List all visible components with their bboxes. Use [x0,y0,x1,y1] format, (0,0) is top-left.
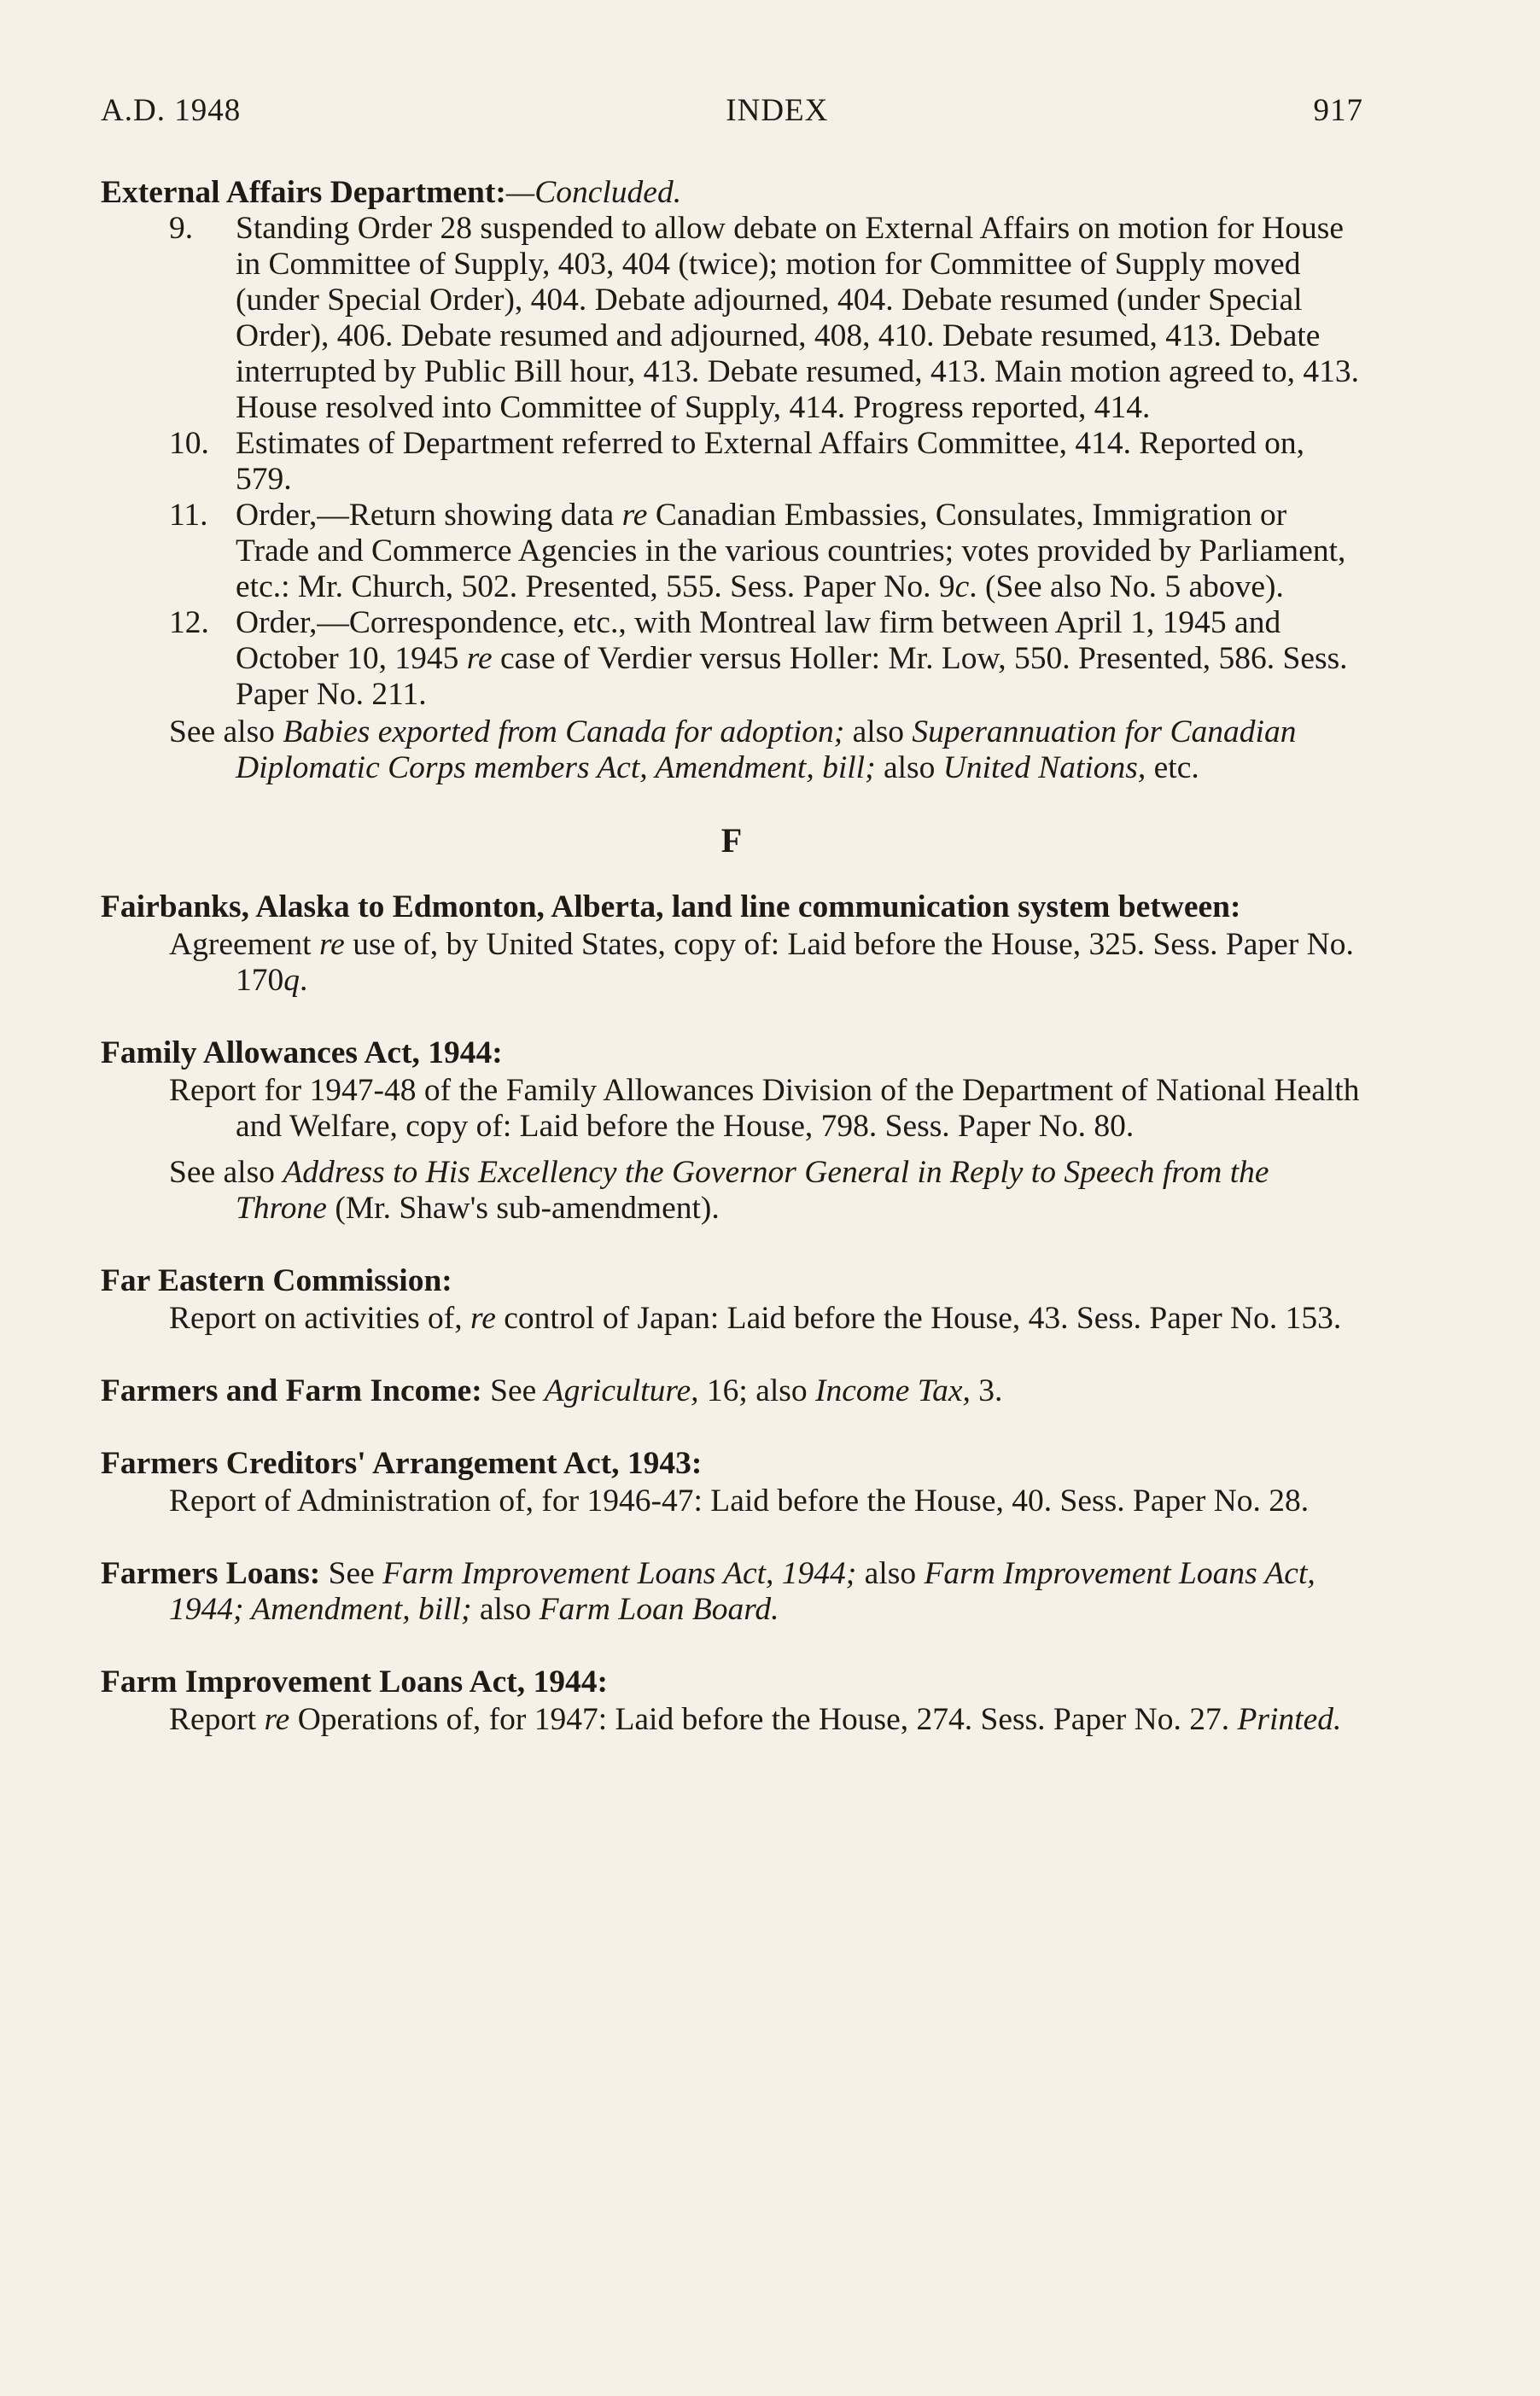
running-head-title: INDEX [726,93,829,128]
entry-heading: Farmers Creditors' Arrangement Act, 1943: [101,1446,703,1481]
list-item [169,426,1362,498]
entry-heading: Family Allowances Act, 1944: [101,1035,503,1070]
entry-text: Agreement re use of, by United States, copy of: Laid before the House, 325. Sess. Paper No. 170q. [169,927,1354,998]
see-also: See also Address to His Excellency the Governor General in Reply to Speech from the Throne (Mr. Shaw's sub-amendment). [169,1155,1269,1226]
entry-text: Report for 1947-48 of the Family Allowances Division of the Department of National Health and Welfare, copy of: Laid before the House, 798. Sess. Paper No. 80. [169,1073,1360,1144]
entry-far-eastern [101,1263,1362,1337]
entry-text: Farmers and Farm Income: See Agriculture, 16; also Income Tax, 3. [101,1373,1003,1408]
page-number: 917 [1313,93,1363,128]
entry-farmers-loans [101,1556,1362,1628]
entry-text: Report of Administration of, for 1946-47: Laid before the House, 40. Sess. Paper No. 28. [169,1484,1310,1519]
see-also: See also Babies exported from Canada for adoption; also Superannuation for Canadian Diplomatic Corps members Act, Amendment, bill; also United Nations, etc. [169,714,1297,785]
item-number: 10. [169,426,209,461]
entry-family-allowances [101,1035,1362,1227]
entry-heading: External Affairs Department:—Concluded. [101,175,682,210]
running-head-year: A.D. 1948 [101,93,242,128]
list-item [169,605,1362,713]
entry-fairbanks [101,889,1362,999]
list-item [169,498,1362,605]
entry-farm-improvement [101,1664,1362,1738]
index-content [101,175,1362,1775]
entry-text: Farmers Loans: See Farm Improvement Loans Act, 1944; also Farm Improvement Loans Act, 1944; Amendment, bill; also Farm Loan Board. [101,1556,1315,1627]
entry-farmers-creditors [101,1446,1362,1519]
entry-heading: Farm Improvement Loans Act, 1944: [101,1664,609,1699]
entry-text: Report on activities of, re control of Japan: Laid before the House, 43. Sess. Paper No. 153. [169,1301,1342,1336]
item-text: Standing Order 28 suspended to allow debate on External Affairs on motion for House in Committee of Supply, 403, 404 (twice); motion for Committee of Supply moved (under Special Order), 404. Debate adjourned, 404. Debate resumed (under Special Order), 406. Debate resumed and adjourned, 408, 410. Debate resumed, 413. Debate interrupted by Public Bill hour, 413. Debate resumed, 413. Main motion agreed to, 413. House resolved into Committee of Supply, 414. Progress reported, 414. [236,211,1359,425]
list-item [169,211,1362,426]
entry-external-affairs [101,175,1362,786]
entry-farmers-income [101,1373,1362,1409]
section-letter: F [720,821,743,860]
entry-heading: Far Eastern Commission: [101,1263,452,1298]
item-text: Estimates of Department referred to External Affairs Committee, 414. Reported on, 579. [236,426,1305,497]
item-number: 11. [169,498,208,533]
entry-text: Report re Operations of, for 1947: Laid before the House, 274. Sess. Paper No. 27. Printed. [169,1702,1342,1737]
item-number: 9. [169,211,194,246]
entry-heading: Fairbanks, Alaska to Edmonton, Alberta, land line communication system between: [101,889,1241,924]
item-text: Order,—Return showing data re Canadian Embassies, Consulates, Immigration or Trade and Commerce Agencies in the various countries; votes provided by Parliament, etc.: Mr. Church, 502. Presented, 555. Sess. Paper No. 9c. (See also No. 5 above). [236,498,1346,604]
item-number: 12. [169,605,209,640]
running-head [101,92,1363,129]
item-text: Order,—Correspondence, etc., with Montreal law firm between April 1, 1945 and October 10, 1945 re case of Verdier versus Holler: Mr. Low, 550. Presented, 586. Sess. Paper No. 211. [236,605,1348,712]
